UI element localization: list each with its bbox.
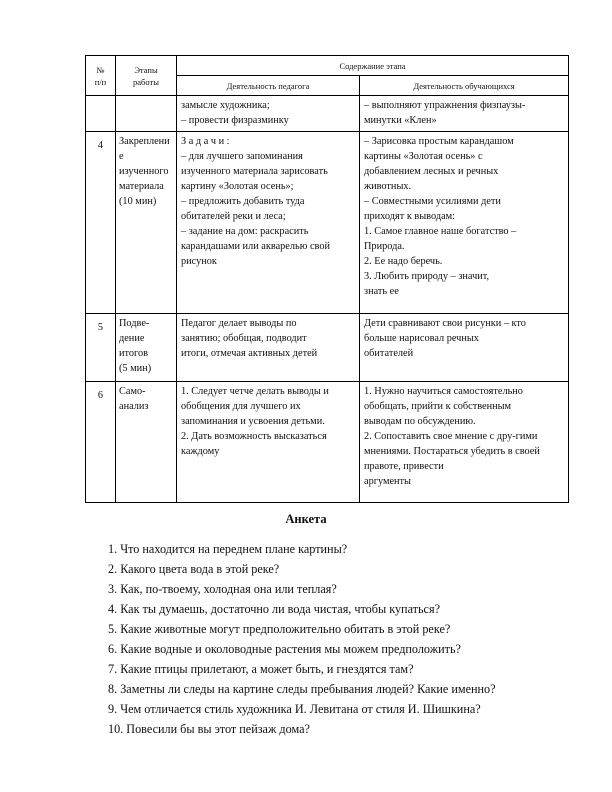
survey-question: 9. Чем отличается стиль художника И. Левитана от стиля И. Шишкина? — [108, 702, 481, 716]
row-teacher-activity: З а д а ч и : – для лучшего запоминания изученного материала зарисовать картину «Золотая осень»; – предложить добавить туда обитателей реки и леса; – задание на дом: раскрасить карандашами или акварелью свой рисунок — [177, 132, 360, 314]
row-stage: Само- анализ — [116, 382, 177, 503]
survey-question: 4. Как ты думаешь, достаточно ли вода чистая, чтобы купаться? — [108, 602, 440, 616]
table-row — [86, 382, 569, 503]
survey-question: 2. Какого цвета вода в этой реке? — [108, 562, 280, 576]
header-num: № п/п — [86, 56, 116, 96]
survey-question: 6. Какие водные и околоводные растения мы можем предположить? — [108, 642, 461, 656]
header-stages: Этапы работы — [116, 56, 177, 96]
row-num: 6 — [86, 382, 116, 503]
table-row — [86, 132, 569, 314]
table-row — [86, 314, 569, 382]
survey-question: 3. Как, по-твоему, холодная она или теплая? — [108, 582, 337, 596]
survey-question-list — [108, 539, 496, 739]
survey-question: 5. Какие животные могут предположительно обитать в этой реке? — [108, 622, 451, 636]
header-students: Деятельность обучающихся — [360, 76, 569, 96]
survey-title: Анкета — [285, 512, 327, 526]
row-teacher-activity: 1. Следует четче делать выводы и обобщения для лучшего их запоминания и усвоения детьми. 2. Дать возможность высказаться каждому — [177, 382, 360, 503]
survey-question: 1. Что находится на переднем плане картины? — [108, 542, 348, 556]
row-stage — [116, 96, 177, 132]
row-stage: Закреплени е изученного материала (10 мин) — [116, 132, 177, 314]
survey-question: 7. Какие птицы прилетают, а может быть, и гнездятся там? — [108, 662, 414, 676]
row-student-activity: – Зарисовка простым карандашом картины «Золотая осень» с добавлением лесных и речных животных. – Совместными усилиями дети приходят к выводам: 1. Самое главное наше богатство – Природа. 2. Ее надо беречь. 3. Любить природу – значит, знать ее — [360, 132, 569, 314]
header-content: Содержание этапа — [177, 56, 569, 76]
row-student-activity: Дети сравнивают свои рисунки – кто больше нарисовал речных обитателей — [360, 314, 569, 382]
row-student-activity: 1. Нужно научиться самостоятельно обобщать, прийти к собственным выводам по обсуждению. 2. Сопоставить свое мнение с дру-гими мнениями. Постараться убедить в своей правоте, привести аргументы — [360, 382, 569, 503]
lesson-stages-table — [85, 55, 569, 503]
row-teacher-activity: замысле художника; – провести физразминку — [177, 96, 360, 132]
survey-question: 10. Повесили бы вы этот пейзаж дома? — [108, 722, 310, 736]
row-num — [86, 96, 116, 132]
survey-question: 8. Заметны ли следы на картине следы пребывания людей? Какие именно? — [108, 682, 496, 696]
row-num: 4 — [86, 132, 116, 314]
header-teacher: Деятельность педагога — [177, 76, 360, 96]
table-row — [86, 96, 569, 132]
row-num: 5 — [86, 314, 116, 382]
row-stage: Подве- дение итогов (5 мин) — [116, 314, 177, 382]
row-student-activity: – выполняют упражнения физпаузы- минутки «Клен» — [360, 96, 569, 132]
row-teacher-activity: Педагог делает выводы по занятию; обобщая, подводит итоги, отмечая активных детей — [177, 314, 360, 382]
